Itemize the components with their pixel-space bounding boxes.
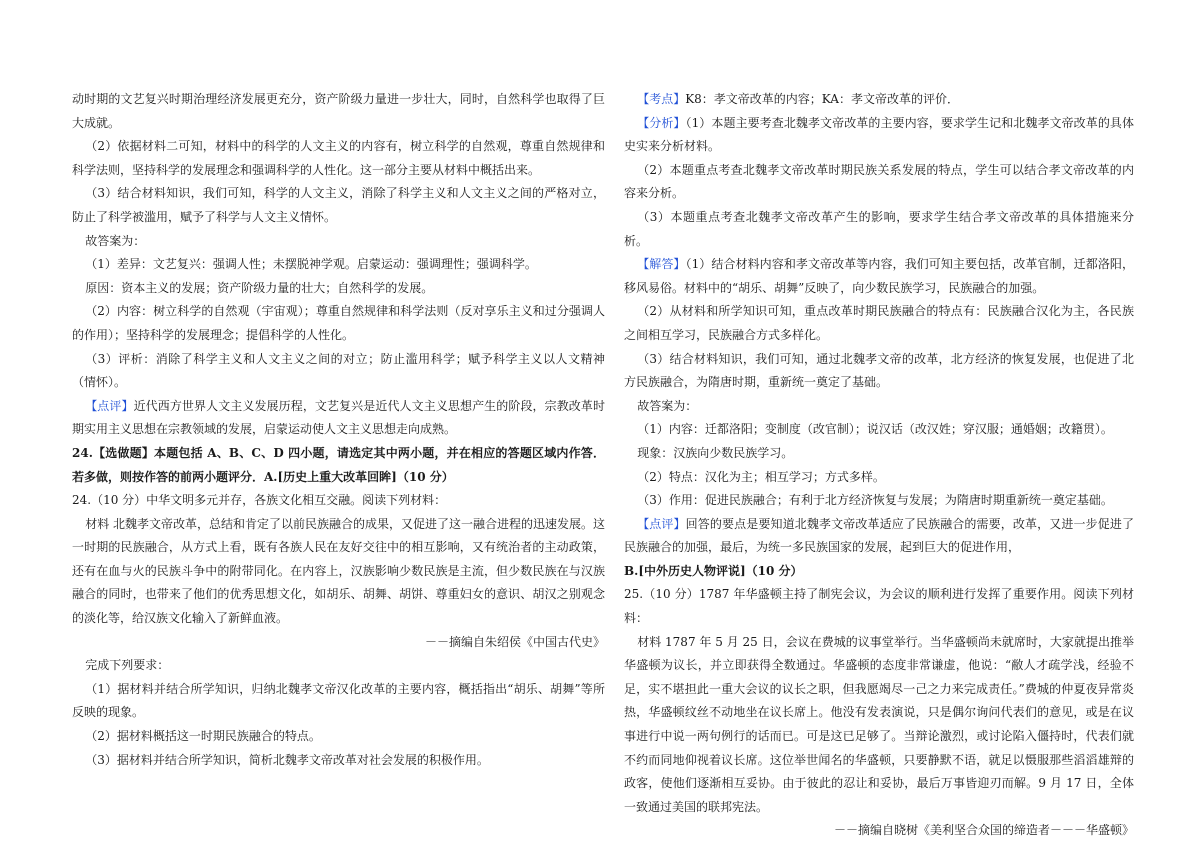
paragraph: 动时期的文艺复兴时期治理经济发展更充分，资产阶级力量进一步壮大，同时，自然科学也取得了巨大成就。	[72, 92, 605, 130]
paragraph: （2）内容：树立科学的自然观（宇宙观）；尊重自然规律和科学法则（反对享乐主义和过分强调人的作用）；坚持科学的发展理念；提倡科学的人性化。	[72, 304, 605, 342]
paragraph: （2）从材料和所学知识可知，重点改革时期民族融合的特点有：民族融合汉化为主，各民族之间相互学习，民族融合方式多样化。	[624, 304, 1134, 342]
paragraph: 故答案为：	[637, 398, 698, 413]
question-24: 24.（10 分）中华文明多元并存，各族文化相互交融。阅读下列材料：	[72, 493, 447, 508]
analysis-tag: 【分析】	[637, 115, 686, 130]
paragraph: （3）结合材料知识，我们可知，科学的人文主义，消除了科学主义和人文主义之间的严格对立，防止了科学被滥用，赋予了科学与人文主义情怀。	[72, 186, 605, 224]
material-text: 材料 1787 年 5 月 25 日，会议在费城的议事堂举行。当华盛顿尚未就席时，大家就提出推举华盛顿为议长，并立即获得全数通过。华盛顿的态度非常谦虚，他说：“敝人才疏学浅，经验不足，实不堪担此一重大会议的议长之职，但我愿竭尽一己之力来完成责任。”费城的仲夏夜异常炎热，华盛顿纹丝不动地坐在议长席上。他没有发表演说，只是偶尔询问代表们的意见，或是在议事进行中说一两句例行的话而已。可是这已足够了。当辩论激烈，或讨论陷入僵持时，代表们就不约而同地仰视着议长席。这位举世闻名的华盛顿，只要静默不语，就足以慑服那些滔滔雄辩的政客，使他们逐渐相互妥协。由于彼此的忍让和妥协，最后万事皆迎刃而解。9 月 17 日，全体一致通过美国的联邦宪法。	[624, 634, 1134, 814]
source-citation: －－摘编自朱绍侯《中国古代史》	[424, 634, 605, 649]
source-citation: －－摘编自晓树《美利坚合众国的缔造者－－－华盛顿》	[833, 823, 1134, 838]
paragraph: （2）特点：汉化为主；相互学习；方式多样。	[637, 469, 885, 484]
comment-text: 近代西方世界人文主义发展历程，文艺复兴是近代人文主义思想产生的阶段，宗教改革时期实用主义思想在宗教领域的发展，启蒙运动使人文主义思想走向成熟。	[72, 398, 605, 437]
paragraph: （3）本题重点考查北魏孝文帝改革产生的影响，要求学生结合孝文帝改革的具体措施来分析。	[624, 209, 1134, 248]
analysis-text: （1）本题主要考查北魏孝文帝改革的主要内容，要求学生记和北魏孝文帝改革的具体史实来分析材料。	[624, 115, 1134, 154]
comment-tag: 【点评】	[637, 516, 686, 531]
question-25: 25.（10 分）1787 年华盛顿主持了制宪会议，为会议的顺利进行发挥了重要作用。阅读下列材料：	[624, 587, 1134, 626]
comment-tag: 【点评】	[85, 398, 134, 413]
answer-text: （1）结合材料内容和孝文帝改革等内容，我们可知主要包括，改革官制，迁都洛阳，移风易俗。材料中的“胡乐、胡舞”反映了，向少数民族学习，民族融合的加强。	[624, 257, 1134, 295]
paragraph: 完成下列要求：	[85, 658, 170, 673]
material-text: 材料 北魏孝文帝改革，总结和肯定了以前民族融合的成果，又促进了这一融合进程的迅速发展。这一时期的民族融合，从方式上看，既有各族人民在友好交往中的相互影响，又有统治者的主动政策，还有在血与火的民族斗争中的附带同化。在内容上，汉族影响少数民族是主流，但少数民族在与汉族融合的同时，也带来了他们的优秀思想文化，如胡乐、胡舞、胡饼、尊重妇女的意识、胡汉之别观念的淡化等，给汉族文化输入了新鲜血液。	[72, 516, 606, 626]
right-column	[624, 88, 1134, 843]
paragraph: （3）作用：促进民族融合；有利于北方经济恢复与发展；为隋唐时期重新统一奠定基础。	[637, 493, 1113, 508]
paragraph: 原因：资本主义的发展；资产阶级力量的壮大；自然科学的发展。	[85, 280, 434, 295]
left-column	[72, 88, 605, 772]
question-part-2: （2）据材料概括这一时期民族融合的特点。	[85, 729, 321, 744]
question-part-1: （1）据材料并结合所学知识，归纳北魏孝文帝汉化改革的主要内容，概括指出“胡乐、胡舞”等所反映的现象。	[72, 681, 605, 720]
paragraph: （3）结合材料知识，我们可知，通过北魏孝文帝的改革，北方经济的恢复发展，也促进了北方民族融合，为隋唐时期，重新统一奠定了基础。	[624, 351, 1134, 390]
kaodian-text: K8：孝文帝改革的内容；KA：孝文帝改革的评价．	[685, 92, 959, 106]
question-part-3: （3）据材料并结合所学知识，简析北魏孝文帝改革对社会发展的积极作用。	[85, 752, 489, 767]
paragraph: （2）依据材料二可知，材料中的科学的人文主义的内容有，树立科学的自然观，尊重自然规律和科学法则，坚持科学的发展理念和强调科学的人性化。这一部分主要从材料中概括出来。	[72, 139, 605, 177]
paragraph: （2）本题重点考查北魏孝文帝改革时期民族关系发展的特点，学生可以结合孝文帝改革的内容来分析。	[624, 162, 1134, 201]
paragraph: 现象：汉族向少数民族学习。	[637, 445, 794, 460]
analysis-paragraph	[624, 112, 1134, 159]
kaodian-paragraph	[624, 88, 1134, 112]
paragraph: （1）差异：文艺复兴：强调人性；未摆脱神学观。启蒙运动：强调理性；强调科学。	[85, 257, 537, 272]
paragraph: （3）评析：消除了科学主义和人文主义之间的对立；防止滥用科学；赋予科学主义以人文精神（情怀）。	[72, 351, 605, 390]
answer-paragraph	[624, 253, 1134, 300]
comment-text: 回答的要点是要知道北魏孝文帝改革适应了民族融合的需要，改革，又进一步促进了民族融合的加强，最后，为统一多民族国家的发展，起到巨大的促进作用，	[624, 516, 1134, 555]
paragraph: （1）内容：迁都洛阳；变制度（改官制）；说汉话（改汉姓；穿汉服；通婚姻；改籍贯）。	[637, 422, 1113, 437]
comment-paragraph	[72, 395, 605, 442]
section-heading-24: 24.【选做题】本题包括 A、B、C、D 四小题，请选定其中两小题，并在相应的答题区域内作答．若多做，则按作答的前两小题评分．A.[历史上重大改革回眸]（10 分）	[72, 445, 605, 484]
kaodian-tag: 【考点】	[637, 92, 686, 106]
answer-tag: 【解答】	[637, 257, 686, 272]
paragraph: 故答案为：	[85, 233, 146, 248]
comment-paragraph	[624, 513, 1134, 560]
section-heading-b: B.[中外历史人物评说]（10 分）	[624, 563, 803, 578]
